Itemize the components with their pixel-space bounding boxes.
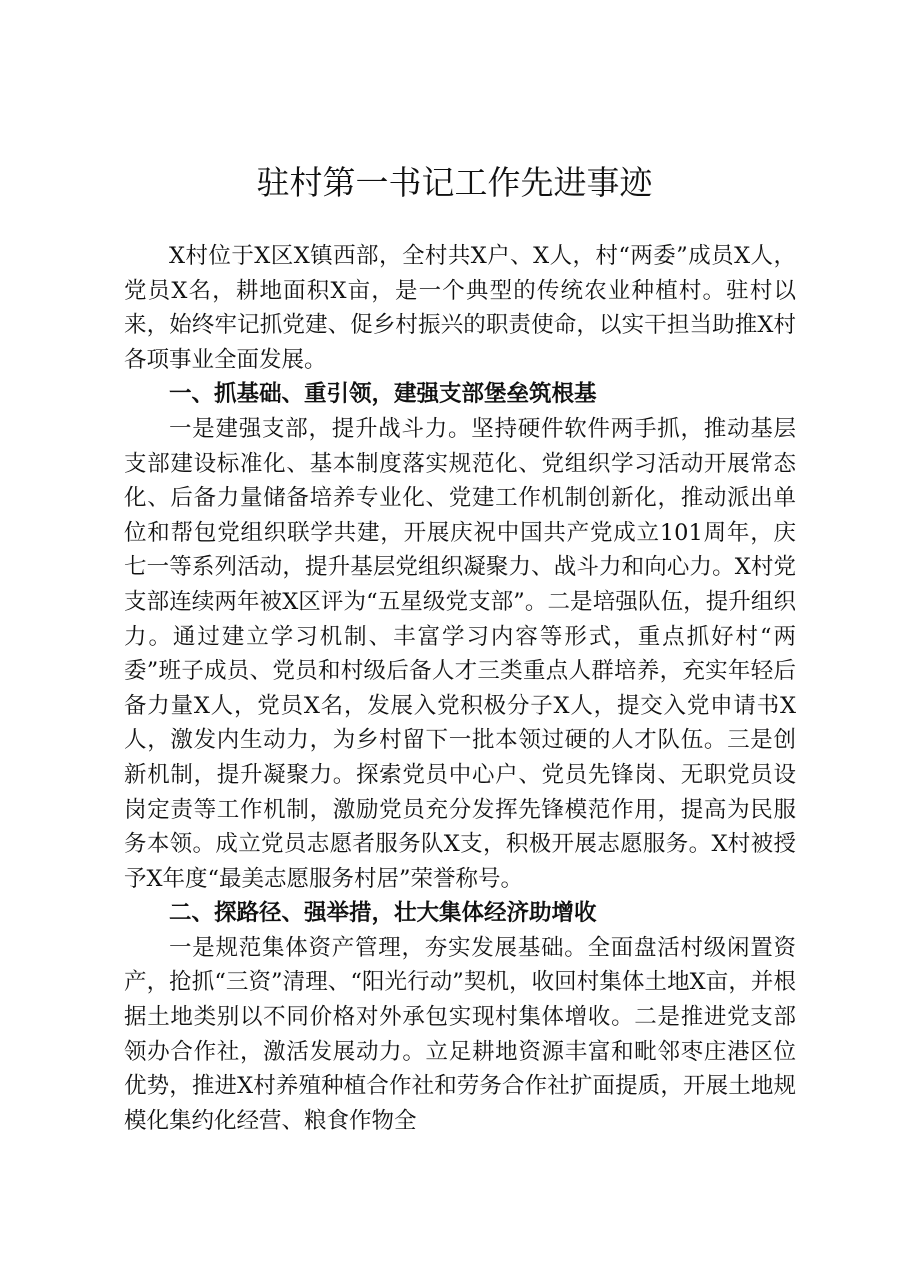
section-1-heading: 一、抓基础、重引领，建强支部堡垒筑根基 <box>169 381 597 408</box>
section-1-paragraph: 一是建强支部，提升战斗力。坚持硬件软件两手抓，推动基层支部建设标准化、基本制度落实规范化、党组织学习活动开展常态化、后备力量储备培养专业化、党建工作机制创新化，推动派出单位和帮包党组织联学共建，开展庆祝中国共产党成立101周年，庆七一等系列活动，提升基层党组织凝聚力、战斗力和向心力。X村党支部连续两年被X区评为“五星级党支部”。二是培强队伍，提升组织力。通过建立学习机制、丰富学习内容等形式，重点抓好村“两委”班子成员、党员和村级后备人才三类重点人群培养，充实年轻后备力量X人，党员X名，发展入党积极分子X人，提交入党申请书X人，激发内生动力，为乡村留下一批本领过硬的人才队伍。三是创新机制，提升凝聚力。探索党员中心户、党员先锋岗、无职党员设岗定责等工作机制，激励党员充分发挥先锋模范作用，提高为民服务本领。成立党员志愿者服务队X支，积极开展志愿服务。X村被授予X年度“最美志愿服务村居”荣誉称号。 <box>124 415 796 892</box>
section-2-paragraph: 一是规范集体资产管理，夯实发展基础。全面盘活村级闲置资产，抢抓“三资”清理、“阳光行动”契机，收回村集体土地X亩，并根据土地类别以不同价格对外承包实现村集体增收。二是推进党支部领办合作社，激活发展动力。立足耕地资源丰富和毗邻枣庄港区位优势，推进X村养殖种植合作社和劳务合作社扩面提质，开展土地规模化集约化经营、粮食作物全 <box>124 934 796 1134</box>
section-2-heading: 二、探路径、强举措，壮大集体经济助增收 <box>169 900 597 927</box>
document-body <box>124 239 796 1138</box>
intro-paragraph: X村位于X区X镇西部，全村共X户、X人，村“两委”成员X人，党员X名，耕地面积X亩，是一个典型的传统农业种植村。驻村以来，始终牢记抓党建、促乡村振兴的职责使命，以实干担当助推X村各项事业全面发展。 <box>124 243 796 373</box>
document-title: 驻村第一书记工作先进事迹 <box>256 163 653 202</box>
